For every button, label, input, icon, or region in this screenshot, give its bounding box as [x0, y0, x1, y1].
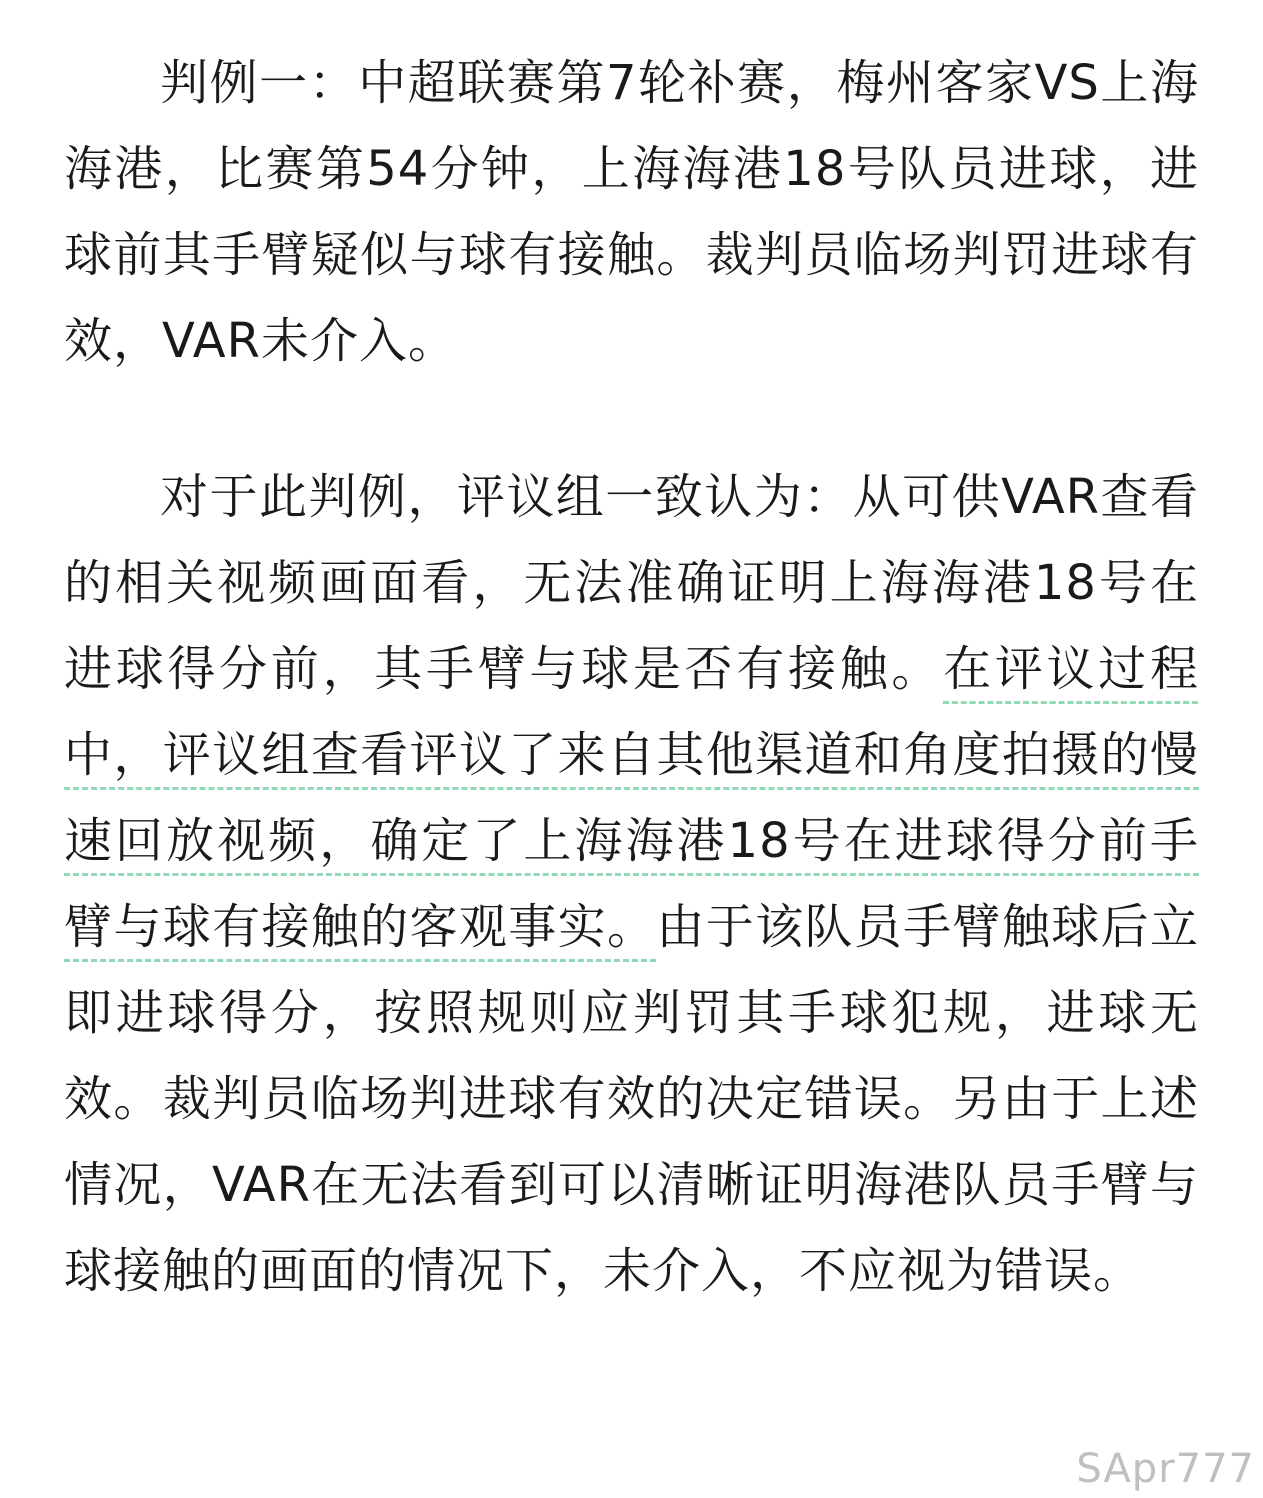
highlighted-text[interactable]: 在评议过程中，评议组查看评议了来自其他渠道和角度拍摄的慢速回放视频，确定了上海海港18号在进球得分前手臂与球有接触的客观事实。 — [64, 641, 1199, 955]
opinion-text-conclusion: 由于该队员手臂触球后立即进球得分，按照规则应判罚其手球犯规，进球无效。裁判员临场判进球有效的决定错误。另由于上述情况，VAR在无法看到可以清晰证明海港队员手臂与球接触的画面的情况下，未介入，不应视为错误。 — [64, 899, 1199, 1299]
article-body — [64, 40, 1199, 1314]
paragraph-panel-opinion — [64, 454, 1199, 1314]
paragraph-case-description: 判例一：中超联赛第7轮补赛，梅州客家VS上海海港，比赛第54分钟，上海海港18号队员进球，进球前其手臂疑似与球有接触。裁判员临场判罚进球有效，VAR未介入。 — [64, 55, 1199, 369]
opinion-text-intro: 对于此判例，评议组一致认为：从可供VAR查看的相关视频画面看，无法准确证明上海海港18号在进球得分前，其手臂与球是否有接触。 — [64, 469, 1199, 697]
watermark: SApr777 — [1076, 1446, 1255, 1492]
